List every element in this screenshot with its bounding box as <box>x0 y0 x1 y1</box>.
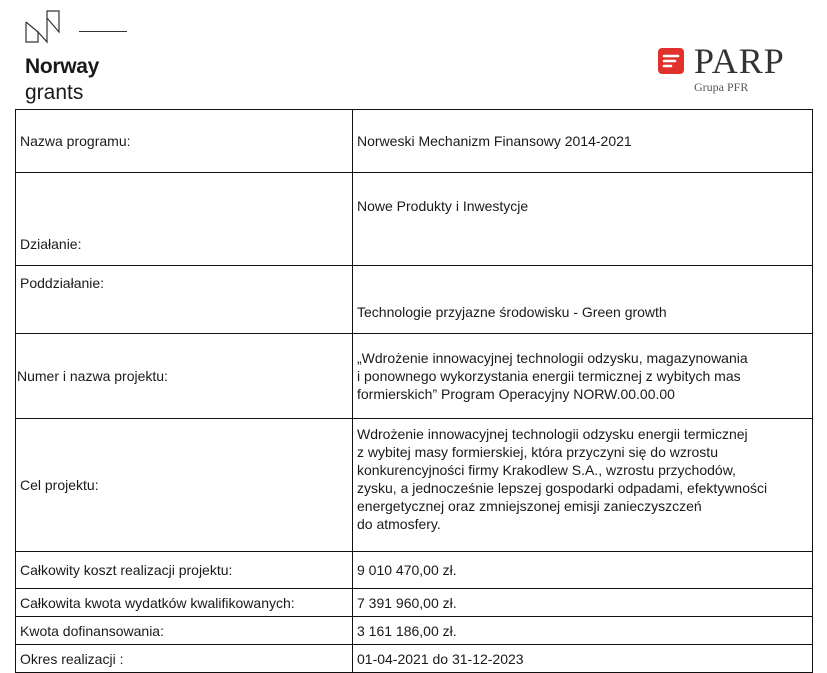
row-value: 9 010 470,00 zł. <box>353 552 813 589</box>
row-label: Okres realizacji : <box>16 645 353 673</box>
row-value <box>353 419 813 552</box>
table-row <box>16 334 813 419</box>
row-label: Cel projektu: <box>16 419 353 552</box>
row-label: Kwota dofinansowania: <box>16 617 353 645</box>
table-row <box>16 266 813 334</box>
table-row <box>16 645 813 673</box>
row-label: Nazwa programu: <box>16 110 353 173</box>
project-info-table <box>15 109 813 673</box>
value-line: konkurencyjności firmy Krakodlew S.A., wzrostu przychodów, <box>357 462 736 478</box>
row-label: Całkowity koszt realizacji projektu: <box>16 552 353 589</box>
norway-grants-rule <box>79 31 127 32</box>
parp-subtitle: Grupa PFR <box>694 80 749 94</box>
value-line: z wybitej masy formierskiej, która przyczyni się do wzrostu <box>357 444 718 460</box>
table-row <box>16 110 813 173</box>
row-label: Poddziałanie: <box>16 266 353 334</box>
table-row <box>16 617 813 645</box>
value-line: Wdrożenie innowacyjnej technologii odzysku energii termicznej <box>357 426 748 442</box>
table-row <box>16 419 813 552</box>
table-row <box>16 552 813 589</box>
norway-grants-line1: Norway <box>25 55 100 78</box>
value-line: formierskich” Program Operacyjny NORW.00.00.00 <box>357 386 675 402</box>
row-value: 7 391 960,00 zł. <box>353 589 813 617</box>
row-label: Całkowita kwota wydatków kwalifikowanych: <box>16 589 353 617</box>
value-line: energetycznej oraz zmniejszonej emisji zanieczyszczeń <box>357 498 702 514</box>
norway-grants-line2: grants <box>25 81 84 104</box>
row-label: Numer i nazwa projektu: <box>16 334 353 419</box>
row-value: Nowe Produkty i Inwestycje <box>353 173 813 266</box>
parp-wordmark: PARP <box>694 41 785 81</box>
norway-grants-logo <box>22 8 132 104</box>
norway-grants-mark-icon <box>25 8 81 44</box>
value-line: zysku, a jednocześnie lepszej gospodarki odpadami, efektywności <box>357 480 768 496</box>
value-line: „Wdrożenie innowacyjnej technologii odzysku, magazynowania <box>357 350 748 366</box>
value-line: i ponownego wykorzystania energii termicznej z wybitych mas <box>357 368 741 384</box>
row-value: Technologie przyjazne środowisku - Green growth <box>353 266 813 334</box>
parp-mark-icon <box>657 47 685 75</box>
value-line: do atmosfery. <box>357 516 441 532</box>
row-value: 3 161 186,00 zł. <box>353 617 813 645</box>
row-label: Działanie: <box>16 173 353 266</box>
table-row <box>16 589 813 617</box>
row-value: Norweski Mechanizm Finansowy 2014-2021 <box>353 110 813 173</box>
row-value <box>353 334 813 419</box>
table-row <box>16 173 813 266</box>
row-value: 01-04-2021 do 31-12-2023 <box>353 645 813 673</box>
parp-logo <box>657 42 797 98</box>
